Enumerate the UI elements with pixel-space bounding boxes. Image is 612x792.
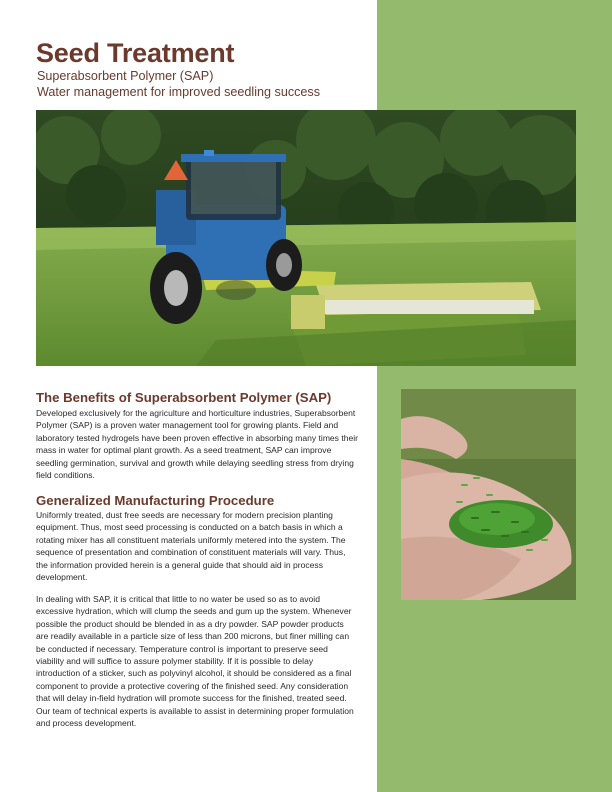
tractor-photo xyxy=(36,110,576,366)
procedure-paragraph-1: Uniformly treated, dust free seeds are necessary for modern precision planting equipment. Thus, most seed processing is conducted on a batch basis in which a rotating mixer has all constituent materials uniformly metered into the system. The sequence of presentation and combination of constituent materials will vary. Thus, the information provided herein is a general guide that should aid in process development. xyxy=(36,510,346,583)
subtitle-product: Superabsorbent Polymer (SAP) xyxy=(37,69,214,83)
benefits-paragraph: Developed exclusively for the agriculture and horticulture industries, Superabsorbent Polymer (SAP) is a proven water management tool for growing plants. Field and laboratory tested hydrogels have been proven effective in absorbing many times their mass in water for optimal plant growth. As a seed treatment, SAP can improve seedling germination, survival and growth while delaying seedling stress from drying field conditions. xyxy=(36,408,358,481)
section-heading-benefits: The Benefits of Superabsorbent Polymer (SAP) xyxy=(36,390,332,405)
section-heading-procedure: Generalized Manufacturing Procedure xyxy=(36,493,275,508)
procedure-paragraph-2: In dealing with SAP, it is critical that little to no water be used so as to avoid excessive hydration, which will clump the seeds and gum up the system. Whenever possible the product should be blended in as a dry powder. SAP powder products are readily available in a particle size of less than 200 microns, but finer milling can be conducted if necessary. Temperature control is important to preserve seed viability and will suffice to assure polymer stability. If it is possible to delay introduction of a sticker, such as polyvinyl alcohol, it should be considered as a final component to provide a protective covering of the finished seed. Any consideration that will delay in-field hydration will promote success for the finished, treated seed. Our team of technical experts is available to assist in determining proper formulation and process development. xyxy=(36,594,354,729)
page-title: Seed Treatment xyxy=(36,38,235,68)
seeds-in-hand-photo xyxy=(401,389,576,600)
subtitle-tagline: Water management for improved seedling success xyxy=(37,85,321,99)
